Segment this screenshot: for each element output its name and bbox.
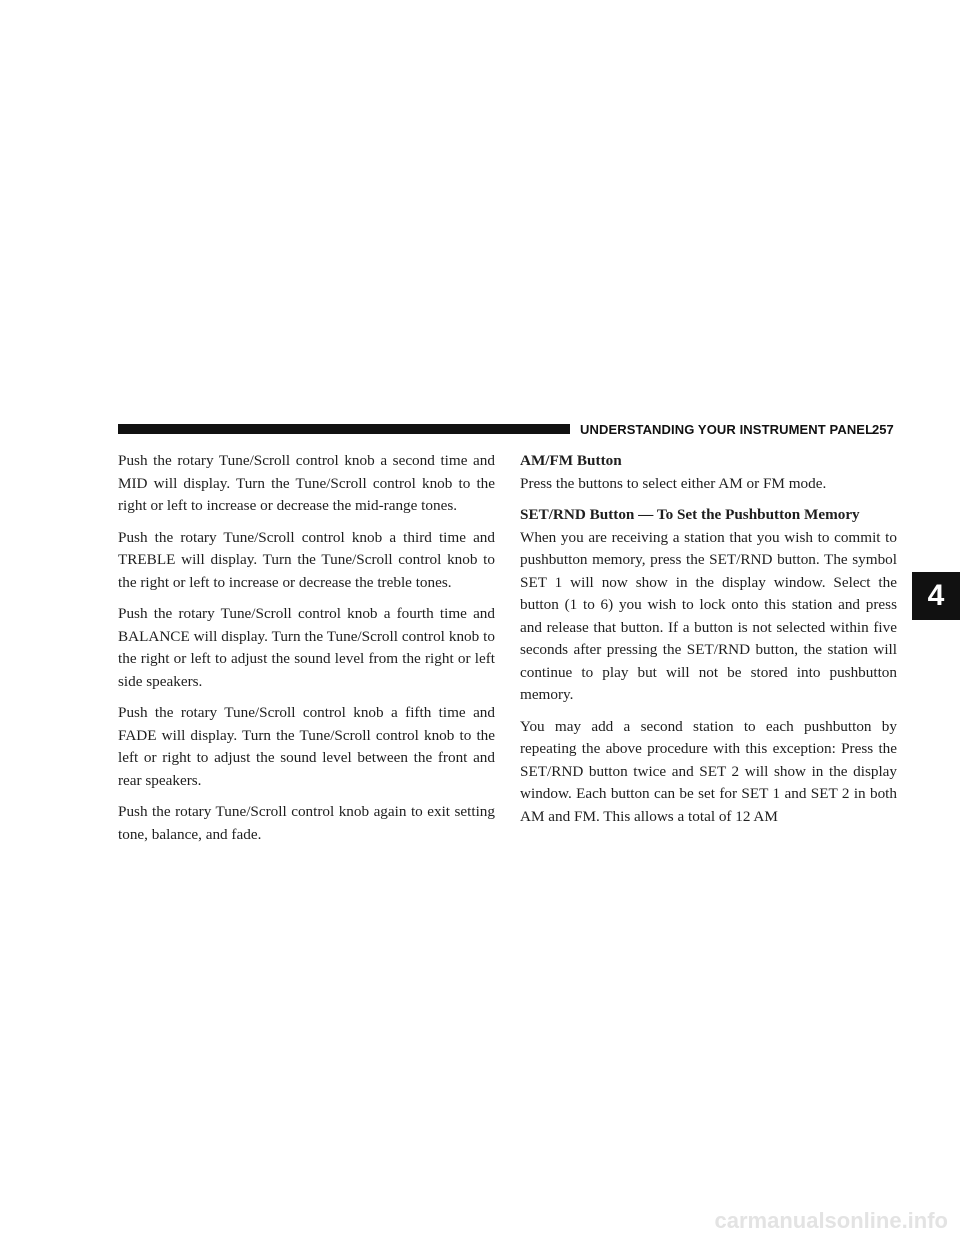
chapter-tab: 4 <box>912 572 960 620</box>
paragraph-balance: Push the rotary Tune/Scroll control knob a fourth time and BALANCE will display. Turn the Tune/Scroll control knob to the right or left to adjust the sound level from the right or left side speakers. <box>118 605 495 690</box>
right-column <box>520 450 897 837</box>
watermark: carmanualsonline.info <box>714 1208 948 1233</box>
second-station-paragraph: You may add a second station to each pushbutton by repeating the above procedure with this exception: Press the SET/RND button twice and SET 2 will show in the display window. Each button can be set for SET 1 and SET 2 in both AM and FM. This allows a total of 12 AM <box>520 717 897 825</box>
paragraph-fade: Push the rotary Tune/Scroll control knob a fifth time and FADE will display. Turn the Tune/Scroll control knob to the left or right to adjust the sound level between the front and rear speakers. <box>118 704 495 789</box>
am-fm-paragraph: Press the buttons to select either AM or FM mode. <box>520 474 827 492</box>
section-header-title: UNDERSTANDING YOUR INSTRUMENT PANEL <box>580 422 874 437</box>
am-fm-heading: AM/FM Button <box>520 452 622 469</box>
set-rnd-paragraph: When you are receiving a station that you wish to commit to pushbutton memory, press the SET/RND button. The symbol SET 1 will now show in the display window. Select the button (1 to 6) you wish to lock onto this station and press and release that button. If a button is not selected within five seconds after pressing the SET/RND button, the station will continue to play but will not be stored into pushbutton memory. <box>520 528 897 703</box>
header-rule <box>118 424 570 434</box>
set-rnd-heading: SET/RND Button — To Set the Pushbutton Memory <box>520 506 860 523</box>
paragraph-mid: Push the rotary Tune/Scroll control knob a second time and MID will display. Turn the Tune/Scroll control knob to the right or left to increase or decrease the mid-range tones. <box>118 452 495 514</box>
page-number: 257 <box>872 422 894 437</box>
paragraph-treble: Push the rotary Tune/Scroll control knob a third time and TREBLE will display. Turn the Tune/Scroll control knob to the right or left to increase or decrease the treble tones. <box>118 528 495 591</box>
left-column <box>118 450 495 855</box>
paragraph-exit: Push the rotary Tune/Scroll control knob again to exit setting tone, balance, and fade. <box>118 803 495 843</box>
